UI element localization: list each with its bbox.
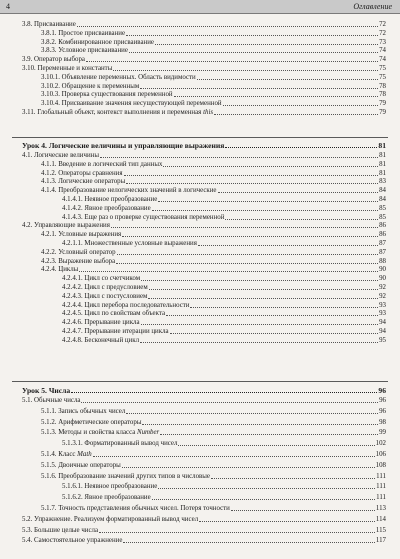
- toc-entry[interactable]: [22, 20, 386, 29]
- toc-page-number: 117: [375, 537, 386, 545]
- toc-page-number: 96: [378, 386, 386, 395]
- toc-page-number: 78: [379, 91, 386, 99]
- toc-entry[interactable]: [22, 396, 386, 405]
- toc-page-number: 75: [379, 73, 386, 81]
- toc-entry-label: 4.1.4.3. Еще раз о проверке существования переменной: [62, 213, 225, 221]
- toc-page-number: 88: [379, 257, 386, 265]
- toc-page-number: 90: [379, 275, 386, 283]
- leader-dots: [117, 248, 379, 255]
- toc-page-number: 81: [379, 152, 386, 159]
- leader-dots: [231, 504, 375, 511]
- leader-dots: [190, 301, 378, 308]
- toc-entry-label: 3.10.2. Обращение к переменным: [41, 82, 140, 90]
- toc-entry-label: 4.2.4.3. Цикл с постусловием: [62, 292, 148, 300]
- toc-page-number: 85: [379, 213, 386, 221]
- toc-entry[interactable]: [41, 169, 386, 178]
- toc-page-number: 92: [379, 284, 386, 291]
- toc-entry[interactable]: [62, 204, 386, 213]
- leader-dots: [123, 536, 375, 543]
- toc-page-number: 81: [378, 141, 386, 150]
- toc-entry-label: 5.1.4. Класс Math: [41, 451, 92, 458]
- toc-page-number: 84: [379, 196, 386, 203]
- leader-dots: [198, 239, 378, 246]
- lesson-heading[interactable]: [22, 385, 386, 396]
- toc-page-number: 108: [375, 461, 386, 469]
- toc-entry[interactable]: [41, 73, 386, 82]
- toc-entry-label: 4.2.1.1. Множественные условные выражения: [62, 240, 197, 247]
- toc-entry[interactable]: [41, 90, 386, 99]
- toc-entry-label: 3.9. Оператор выбора: [22, 56, 85, 64]
- toc-page-number: 79: [379, 100, 386, 108]
- toc-entry[interactable]: [41, 177, 386, 186]
- toc-entry-label: 4.1. Логические величины: [22, 152, 99, 159]
- toc-entry-label: 4.2.4.5. Цикл по свойствам объекта: [62, 310, 166, 318]
- toc-entry[interactable]: [41, 29, 386, 38]
- toc-entry-label: 4.1.4. Преобразование нелогических значений в логические: [41, 187, 217, 195]
- toc-entry-label: Урок 4. Логические величины и управляющие выражения: [22, 141, 225, 150]
- toc-entry[interactable]: [22, 536, 386, 545]
- toc-page-number: 81: [379, 169, 386, 177]
- leader-dots: [199, 515, 375, 522]
- toc-page-number: 79: [379, 109, 386, 116]
- leader-dots: [225, 141, 377, 148]
- toc-entry-label: 4.2.4. Циклы: [41, 266, 79, 274]
- toc-page-number: 98: [379, 418, 386, 426]
- leader-dots: [152, 493, 376, 500]
- toc-entry[interactable]: [62, 213, 386, 222]
- toc-page-number: 94: [379, 328, 386, 335]
- toc-entry[interactable]: [41, 160, 386, 169]
- toc-entry-label: 4.1.2. Операторы сравнения: [41, 169, 123, 177]
- leader-dots: [178, 439, 374, 446]
- toc-entry-label: 3.8. Присваивание: [22, 21, 76, 28]
- leader-dots: [122, 461, 375, 468]
- toc-entry-label: 3.10.3. Проверка существования переменной: [41, 91, 173, 99]
- toc-entry-label: 4.2.4.6. Прерывание цикла: [62, 319, 140, 327]
- toc-entry[interactable]: [22, 515, 386, 524]
- leader-dots: [79, 265, 378, 272]
- toc-page-number: 90: [379, 266, 386, 274]
- toc-page-number: 115: [375, 526, 386, 534]
- section-divider: [12, 381, 388, 382]
- leader-dots: [86, 55, 378, 62]
- toc-page-number: 111: [376, 472, 386, 480]
- lesson-heading[interactable]: [22, 140, 386, 151]
- toc-entry[interactable]: [22, 526, 386, 535]
- toc-entry-label: 3.8.1. Простое присваивание: [41, 29, 125, 37]
- leader-dots: [223, 99, 379, 106]
- leader-dots: [129, 46, 378, 53]
- leader-dots: [158, 482, 375, 489]
- leader-dots: [149, 283, 378, 290]
- toc-entry-label: 4.1.3. Логические операторы: [41, 178, 126, 186]
- toc-page-number: 94: [379, 319, 386, 327]
- toc-page-number: 81: [379, 160, 386, 168]
- leader-dots: [100, 151, 378, 158]
- toc-entry[interactable]: [62, 327, 386, 336]
- toc-entry-label: 4.1.1. Введение в логический тип данных: [41, 160, 163, 168]
- toc-entry[interactable]: [62, 336, 386, 345]
- toc-page-number: 111: [376, 483, 386, 491]
- toc-page-number: 78: [379, 82, 386, 90]
- leader-dots: [141, 274, 378, 281]
- toc-entry[interactable]: [22, 151, 386, 160]
- toc-page-number: 74: [379, 47, 386, 55]
- running-title: Оглавление: [353, 2, 392, 11]
- leader-dots: [141, 318, 379, 325]
- toc-entry[interactable]: [62, 195, 386, 204]
- toc-entry-label: 5.1. Обычные числа: [22, 397, 81, 404]
- toc-entry-label: 4.1.4.1. Неявное преобразование: [62, 196, 158, 203]
- leader-dots: [155, 38, 378, 45]
- leader-dots: [113, 64, 378, 71]
- leader-dots: [122, 230, 378, 237]
- toc-page-number: 96: [379, 397, 386, 404]
- toc-entry[interactable]: [22, 64, 386, 73]
- toc-entry[interactable]: [22, 55, 386, 64]
- toc-entry[interactable]: [62, 482, 386, 491]
- toc-entry-label: 4.2.4.7. Прерывание итерации цикла: [62, 328, 169, 335]
- leader-dots: [140, 336, 378, 343]
- toc-entry[interactable]: [41, 82, 386, 91]
- leader-dots: [197, 73, 378, 80]
- toc-entry[interactable]: [62, 283, 386, 292]
- toc-entry-label: 5.2. Упражнение. Реализуем форматированный вывод чисел: [22, 515, 199, 523]
- toc-page-number: 72: [379, 21, 386, 28]
- toc-page-number: 83: [379, 178, 386, 186]
- toc-entry[interactable]: [41, 186, 386, 195]
- toc-entry-label: 5.1.2. Арифметические операторы: [41, 418, 142, 426]
- toc-entry[interactable]: [62, 292, 386, 301]
- toc-page-number: 72: [379, 29, 386, 37]
- toc-entry-label: 5.1.5. Двоичные операторы: [41, 461, 121, 469]
- leader-dots: [99, 526, 375, 533]
- toc-page-number: 96: [379, 407, 386, 415]
- toc-entry[interactable]: [62, 239, 386, 248]
- toc-entry-label: 3.10. Переменные и константы: [22, 65, 113, 72]
- toc-entry-label: 4.2.2. Условный оператор: [41, 248, 116, 256]
- toc-entry-label: 4.2.4.4. Цикл перебора последовательности: [62, 301, 190, 309]
- toc-entry[interactable]: [41, 230, 386, 239]
- toc-page-number: 114: [375, 515, 386, 523]
- toc-entry[interactable]: [62, 301, 386, 310]
- toc-entry-label: 3.11. Глобальный объект, контекст выполнения и переменная this: [22, 109, 214, 116]
- toc-entry-label: 4.2.3. Выражение выбора: [41, 257, 116, 265]
- toc-page-number: 111: [376, 494, 386, 502]
- toc-entry[interactable]: [62, 318, 386, 327]
- toc-page-number: 95: [379, 336, 386, 344]
- toc-entry-label: 5.1.6.1. Неявное преобразование: [62, 483, 158, 491]
- leader-dots: [160, 428, 378, 435]
- toc-entry[interactable]: [41, 472, 386, 481]
- toc-page-number: 84: [379, 187, 386, 195]
- leader-dots: [158, 195, 378, 202]
- toc-entry-label: 5.1.3.1. Форматированный вывод чисел: [62, 440, 178, 448]
- toc-entry-label: 5.3. Большие целые числа: [22, 526, 99, 534]
- toc-entry-label: 3.8.2. Комбинированное присваивание: [41, 38, 154, 46]
- leader-dots: [71, 386, 377, 393]
- toc-entry[interactable]: [41, 418, 386, 427]
- leader-dots: [152, 204, 378, 211]
- leader-dots: [81, 396, 378, 403]
- toc-entry[interactable]: [41, 450, 386, 459]
- toc-entry-label: 5.1.3. Методы и свойства класса Number: [41, 429, 160, 437]
- leader-dots: [126, 407, 378, 414]
- toc-entry[interactable]: [41, 504, 386, 513]
- toc-page-number: 113: [375, 505, 386, 512]
- leader-dots: [93, 450, 375, 457]
- leader-dots: [111, 221, 378, 228]
- toc-entry[interactable]: [62, 493, 386, 502]
- toc-entry-label: 3.10.1. Объявление переменных. Область видимости: [41, 73, 196, 81]
- toc-page-number: 86: [379, 231, 386, 239]
- toc-entry-label: 3.10.4. Присваивание значения несуществующей переменной: [41, 100, 222, 108]
- toc-entry-label: 3.8.3. Условное присваивание: [41, 47, 128, 55]
- toc-page-number: 75: [379, 65, 386, 72]
- toc-entry-label: 4.2. Управляющие выражения: [22, 222, 110, 230]
- toc-entry-label: 4.2.4.8. Бесконечный цикл: [62, 336, 140, 344]
- toc-page-number: 85: [379, 204, 386, 212]
- toc-entry[interactable]: [41, 428, 386, 437]
- toc-page-number: 93: [379, 310, 386, 318]
- toc-page-number: 86: [379, 222, 386, 230]
- toc-page-number: 92: [379, 292, 386, 300]
- toc-entry[interactable]: [62, 309, 386, 318]
- toc-page-number: 99: [379, 429, 386, 437]
- toc-entry-label: 5.1.1. Запись обычных чисел: [41, 407, 126, 415]
- leader-dots: [218, 186, 379, 193]
- toc-page-number: 93: [379, 301, 386, 309]
- toc-entry-label: Урок 5. Числа: [22, 386, 71, 395]
- toc-entry[interactable]: [41, 407, 386, 416]
- leader-dots: [174, 90, 378, 97]
- toc-entry[interactable]: [41, 38, 386, 47]
- toc-entry[interactable]: [41, 99, 386, 108]
- toc-entry-label: 5.1.6.2. Явное преобразование: [62, 494, 151, 502]
- leader-dots: [211, 472, 375, 479]
- leader-dots: [116, 257, 378, 264]
- section-divider: [12, 137, 388, 138]
- toc-entry-label: 5.1.7. Точность представления обычных чисел. Потеря точности: [41, 505, 230, 512]
- leader-dots: [166, 309, 378, 316]
- leader-dots: [77, 20, 378, 27]
- toc-page-number: 87: [379, 248, 386, 256]
- toc-entry[interactable]: [41, 265, 386, 274]
- toc-entry[interactable]: [41, 461, 386, 470]
- leader-dots: [126, 29, 378, 36]
- toc-entry[interactable]: [62, 439, 386, 448]
- toc-entry-label: 4.2.4.1. Цикл со счетчиком: [62, 275, 141, 283]
- leader-dots: [148, 292, 378, 299]
- toc-page-number: 106: [375, 451, 386, 458]
- toc-entry[interactable]: [41, 248, 386, 257]
- leader-dots: [225, 213, 378, 220]
- leader-dots: [163, 160, 378, 167]
- toc-entry-label: 4.2.1. Условные выражения: [41, 231, 122, 239]
- toc-page-number: 87: [379, 240, 386, 247]
- page-header: [0, 0, 400, 14]
- toc-entry[interactable]: [22, 221, 386, 230]
- toc-entry-label: 4.1.4.2. Явное преобразование: [62, 204, 151, 212]
- leader-dots: [124, 169, 379, 176]
- toc-entry[interactable]: [41, 257, 386, 266]
- toc-entry[interactable]: [62, 274, 386, 283]
- page-number: 4: [6, 2, 10, 11]
- toc-entry-label: 4.2.4.2. Цикл с предусловием: [62, 284, 148, 291]
- toc-entry[interactable]: [22, 108, 386, 117]
- leader-dots: [214, 108, 378, 115]
- toc-page-number: 102: [375, 440, 386, 448]
- toc-entry-label: 5.4. Самостоятельное упражнение: [22, 537, 123, 545]
- toc-entry-label: 5.1.6. Преобразование значений других типов в числовые: [41, 472, 210, 480]
- toc-entry[interactable]: [41, 46, 386, 55]
- toc-page-number: 74: [379, 56, 386, 64]
- leader-dots: [142, 418, 378, 425]
- leader-dots: [140, 82, 378, 89]
- leader-dots: [170, 327, 379, 334]
- toc-page-number: 73: [379, 38, 386, 46]
- leader-dots: [126, 177, 378, 184]
